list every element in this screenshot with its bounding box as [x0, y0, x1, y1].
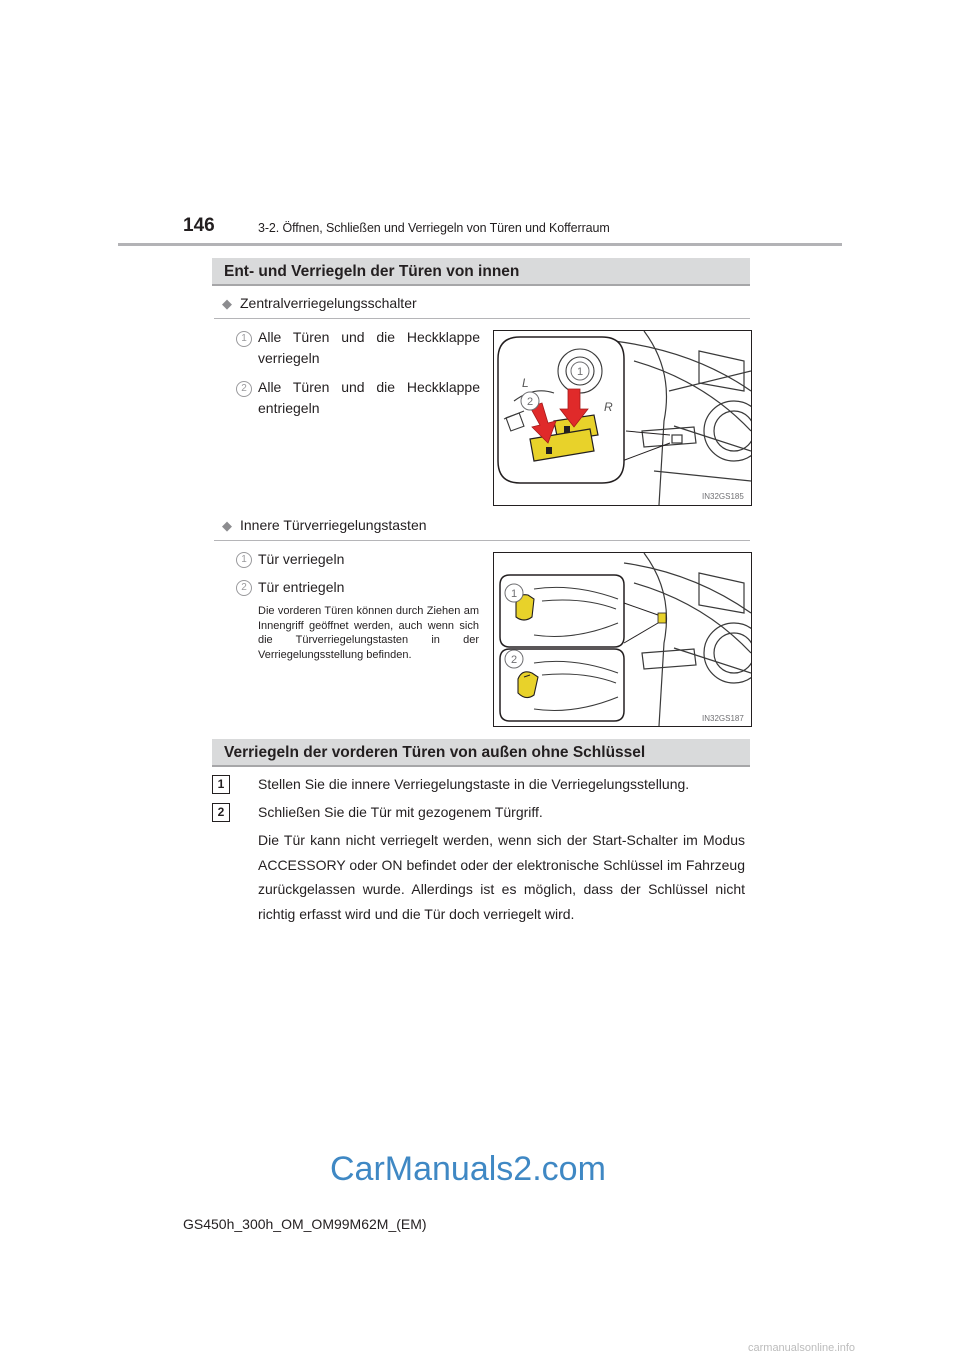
item-text: Alle Türen und die Heckklappe entriegeln — [258, 379, 480, 416]
figure-central-lock-switch — [493, 330, 752, 506]
image-code: IN32GS185 — [702, 492, 744, 501]
figure-label-1: 1 — [576, 366, 584, 378]
diamond-icon: ◆ — [222, 518, 232, 533]
item-number-badge: 2 — [236, 381, 252, 397]
section-title: Verriegeln der vorderen Türen von außen ohne Schlüssel — [224, 744, 646, 761]
subsection-divider — [214, 318, 750, 319]
image-code: IN32GS187 — [702, 714, 744, 723]
subsection-title: Zentralverriegelungsschalter — [240, 295, 417, 311]
figure-illustration — [494, 553, 751, 726]
figure-inner-lock-buttons — [493, 552, 752, 727]
svg-text:R: R — [604, 400, 613, 414]
step-text: Schließen Sie die Tür mit gezogenem Türgriff. — [258, 804, 543, 820]
body-paragraph: Die Tür kann nicht verriegelt werden, wenn sich der Start-Schalter im Modus ACCESSORY oder ON befindet oder der elektronische Schlüssel im Fahrzeug zurückgelassen wurde. Allerdings ist es möglich, dass der Schlüssel nicht richtig erfasst wird und die Tür doch verriegelt wird. — [258, 832, 745, 922]
watermark-url: carmanualsonline.info — [748, 1342, 856, 1354]
item-text: Tür verriegeln — [258, 551, 345, 567]
item-text: Alle Türen und die Heckklappe verriegeln — [258, 329, 480, 366]
chapter-title: 3-2. Öffnen, Schließen und Verriegeln von Türen und Kofferraum — [258, 221, 610, 235]
item-number-badge: 1 — [236, 552, 252, 568]
diamond-icon: ◆ — [222, 296, 232, 311]
section-heading-bar — [212, 739, 750, 767]
figure-label-2: 2 — [510, 654, 518, 666]
section-heading-bar — [212, 258, 750, 286]
item-number-badge: 1 — [236, 331, 252, 347]
subsection-title: Innere Türverriegelungstasten — [240, 517, 427, 533]
figure-illustration — [494, 331, 751, 505]
page-number: 146 — [183, 215, 215, 236]
figure-label-2: 2 — [526, 396, 534, 408]
item-number-badge: 2 — [236, 580, 252, 596]
watermark-text: CarManuals2.com — [330, 1150, 606, 1188]
subsection-divider — [214, 540, 750, 541]
step-text: Stellen Sie die innere Verriegelungstaste in die Verriegelungsstellung. — [258, 776, 690, 792]
item-text: Tür entriegeln — [258, 579, 345, 595]
figure-label-1: 1 — [510, 588, 518, 600]
step-number-badge: 1 — [212, 775, 230, 794]
step-number-badge: 2 — [212, 803, 230, 822]
svg-text:L: L — [522, 376, 529, 390]
subsection-heading — [222, 517, 427, 534]
note-text: Die vorderen Türen können durch Ziehen am Innengriff geöffnet werden, auch wenn sich die Türverriegelungstasten in der Verriegelungsstellung befinden. — [258, 605, 479, 661]
header-divider — [118, 243, 842, 246]
subsection-heading — [222, 295, 417, 312]
section-title: Ent- und Verriegeln der Türen von innen — [224, 263, 520, 280]
document-id: GS450h_300h_OM_OM99M62M_(EM) — [183, 1216, 427, 1232]
